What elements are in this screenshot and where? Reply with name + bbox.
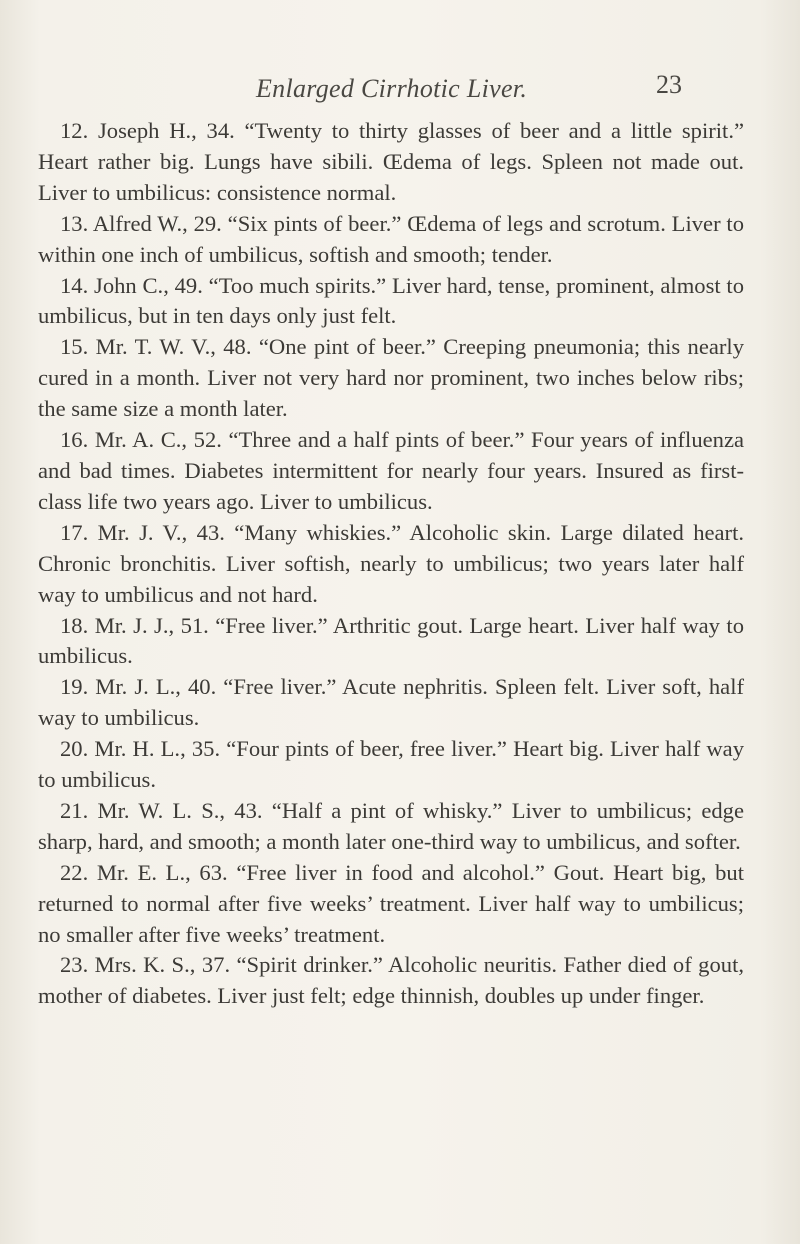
- case-entry-23: 23. Mrs. K. S., 37. “Spirit drinker.” Alcoholic neuritis. Father died of gout, mother of diabetes. Liver just felt; edge thinnish, doubles up under finger.: [38, 952, 744, 1009]
- case-entry-15: 15. Mr. T. W. V., 48. “One pint of beer.” Creeping pneumonia; this nearly cured in a month. Liver not very hard nor prominent, two inches below ribs; the same size a month later.: [38, 334, 744, 422]
- case-entry-22: 22. Mr. E. L., 63. “Free liver in food and alcohol.” Gout. Heart big, but returned to normal after five weeks’ treatment. Liver half way to umbilicus; no smaller after five weeks’ treatment.: [38, 859, 744, 947]
- case-entry-13: 13. Alfred W., 29. “Six pints of beer.” Œdema of legs and scrotum. Liver to within one inch of umbilicus, softish and smooth; tender.: [38, 210, 744, 267]
- case-entry-14: 14. John C., 49. “Too much spirits.” Liver hard, tense, prominent, almost to umbilicus, but in ten days only just felt.: [38, 272, 744, 329]
- case-list: [38, 116, 744, 1012]
- case-entry-19: 19. Mr. J. L., 40. “Free liver.” Acute nephritis. Spleen felt. Liver soft, half way to umbilicus.: [38, 674, 744, 731]
- case-entry-18: 18. Mr. J. J., 51. “Free liver.” Arthritic gout. Large heart. Liver half way to umbilicus.: [38, 612, 744, 669]
- page-number: 23: [656, 70, 682, 99]
- running-title: Enlarged Cirrhotic Liver.: [256, 74, 528, 103]
- case-entry-16: 16. Mr. A. C., 52. “Three and a half pints of beer.” Four years of influenza and bad times. Diabetes intermittent for nearly four years. Insured as first-class life two years ago. Liver to umbilicus.: [38, 427, 744, 514]
- case-entry-21: 21. Mr. W. L. S., 43. “Half a pint of whisky.” Liver to umbilicus; edge sharp, hard, and smooth; a month later one-third way to umbilicus, and softer.: [38, 797, 744, 854]
- page-header: [0, 70, 800, 110]
- case-entry-12: 12. Joseph H., 34. “Twenty to thirty glasses of beer and a little spirit.” Heart rather big. Lungs have sibili. Œdema of legs. Spleen not made out. Liver to umbilicus: consistence normal.: [38, 118, 744, 205]
- case-entry-17: 17. Mr. J. V., 43. “Many whiskies.” Alcoholic skin. Large dilated heart. Chronic bronchitis. Liver softish, nearly to umbilicus; two years later half way to umbilicus and not hard.: [38, 519, 744, 607]
- case-entry-20: 20. Mr. H. L., 35. “Four pints of beer, free liver.” Heart big. Liver half way to umbilicus.: [38, 736, 744, 793]
